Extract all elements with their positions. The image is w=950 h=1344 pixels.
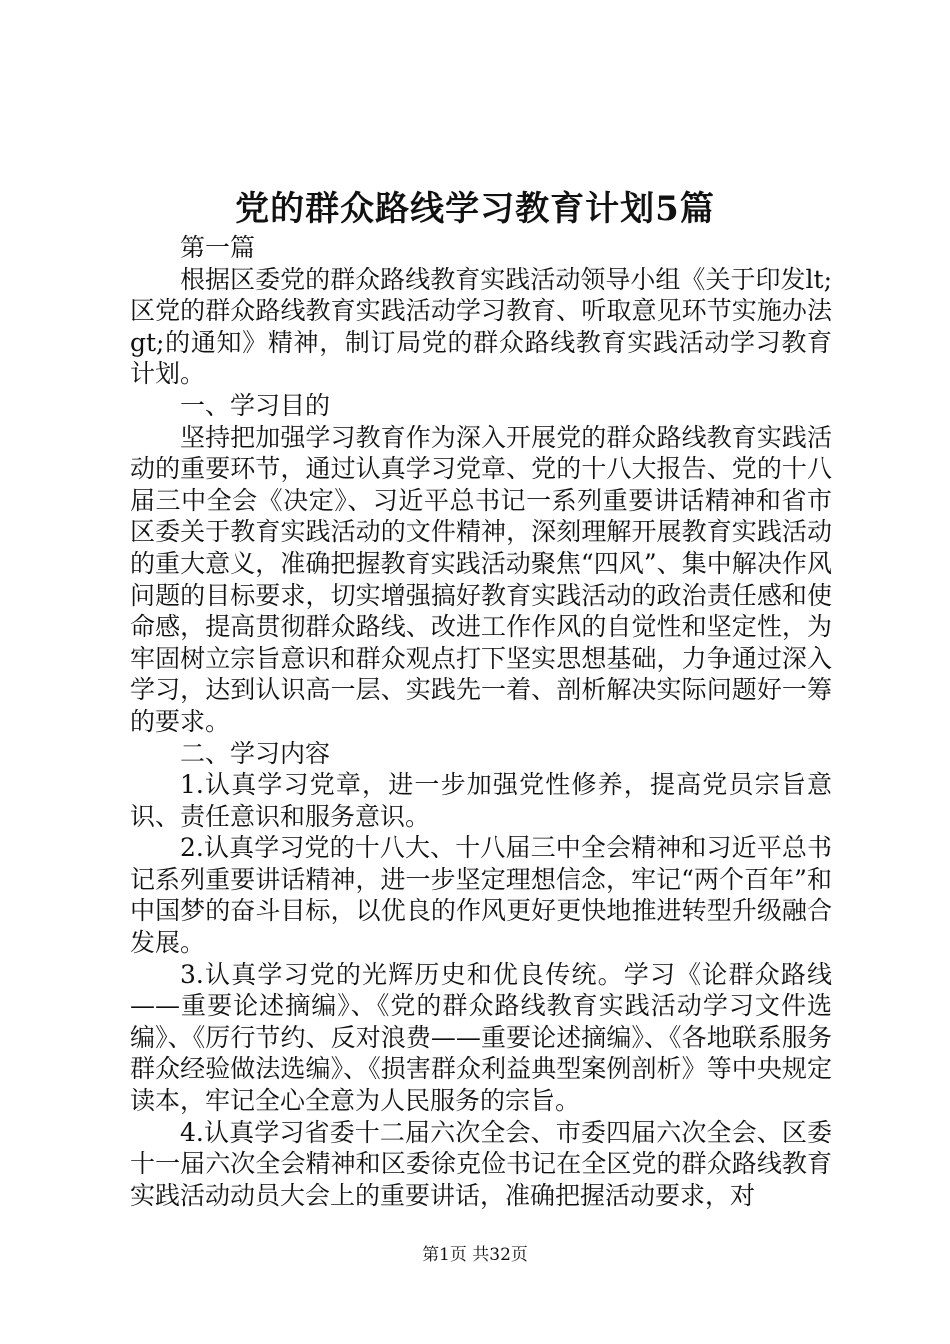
section-heading-first: 第一篇	[180, 233, 256, 262]
document-body	[130, 232, 832, 1211]
document-title: 党的群众路线学习教育计划5篇	[235, 189, 715, 229]
content-item-2: 2.认真学习党的十八大、十八届三中全会精神和习近平总书记系列重要讲话精神，进一步坚定理想信念，牢记“两个百年”和中国梦的奋斗目标，以优良的作风更好更快地推进转型升级融合发展。	[130, 833, 832, 958]
content-item-3: 3.认真学习党的光辉历史和优良传统。学习《论群众路线——重要论述摘编》、《党的群众路线教育实践活动学习文件选编》、《厉行节约、反对浪费——重要论述摘编》、《各地联系服务群众经验做法选编》、《损害群众利益典型案例剖析》等中央规定读本，牢记全心全意为人民服务的宗旨。	[130, 959, 832, 1116]
section-heading-purpose: 一、学习目的	[180, 390, 331, 420]
purpose-paragraph: 坚持把加强学习教育作为深入开展党的群众路线教育实践活动的重要环节，通过认真学习党章、党的十八大报告、党的十八届三中全会《决定》、习近平总书记一系列重要讲话精神和省市区委关于教育实践活动的文件精神，深刻理解开展教育实践活动的重大意义，准确把握教育实践活动聚焦“四风”、集中解决作风问题的目标要求，切实增强搞好教育实践活动的政治责任感和使命感，提高贯彻群众路线、改进工作作风的自觉性和坚定性，为牢固树立宗旨意识和群众观点打下坚实思想基础，力争通过深入学习，达到认识高一层、实践先一着、剖析解决实际问题好一筹的要求。	[130, 422, 832, 736]
content-item-4: 4.认真学习省委十二届六次全会、市委四届六次全会、区委十一届六次全会精神和区委徐克俭书记在全区党的群众路线教育实践活动动员大会上的重要讲话，准确把握活动要求，对	[130, 1117, 832, 1210]
page-footer: 第1页 共32页	[422, 1245, 528, 1265]
content-item-1: 1.认真学习党章，进一步加强党性修养，提高党员宗旨意识、责任意识和服务意识。	[130, 770, 832, 831]
intro-paragraph: 根据区委党的群众路线教育实践活动领导小组《关于印发lt;区党的群众路线教育实践活动学习教育、听取意见环节实施办法gt;的通知》精神，制订局党的群众路线教育实践活动学习教育计划。	[130, 264, 832, 389]
section-heading-content: 二、学习内容	[180, 738, 331, 768]
